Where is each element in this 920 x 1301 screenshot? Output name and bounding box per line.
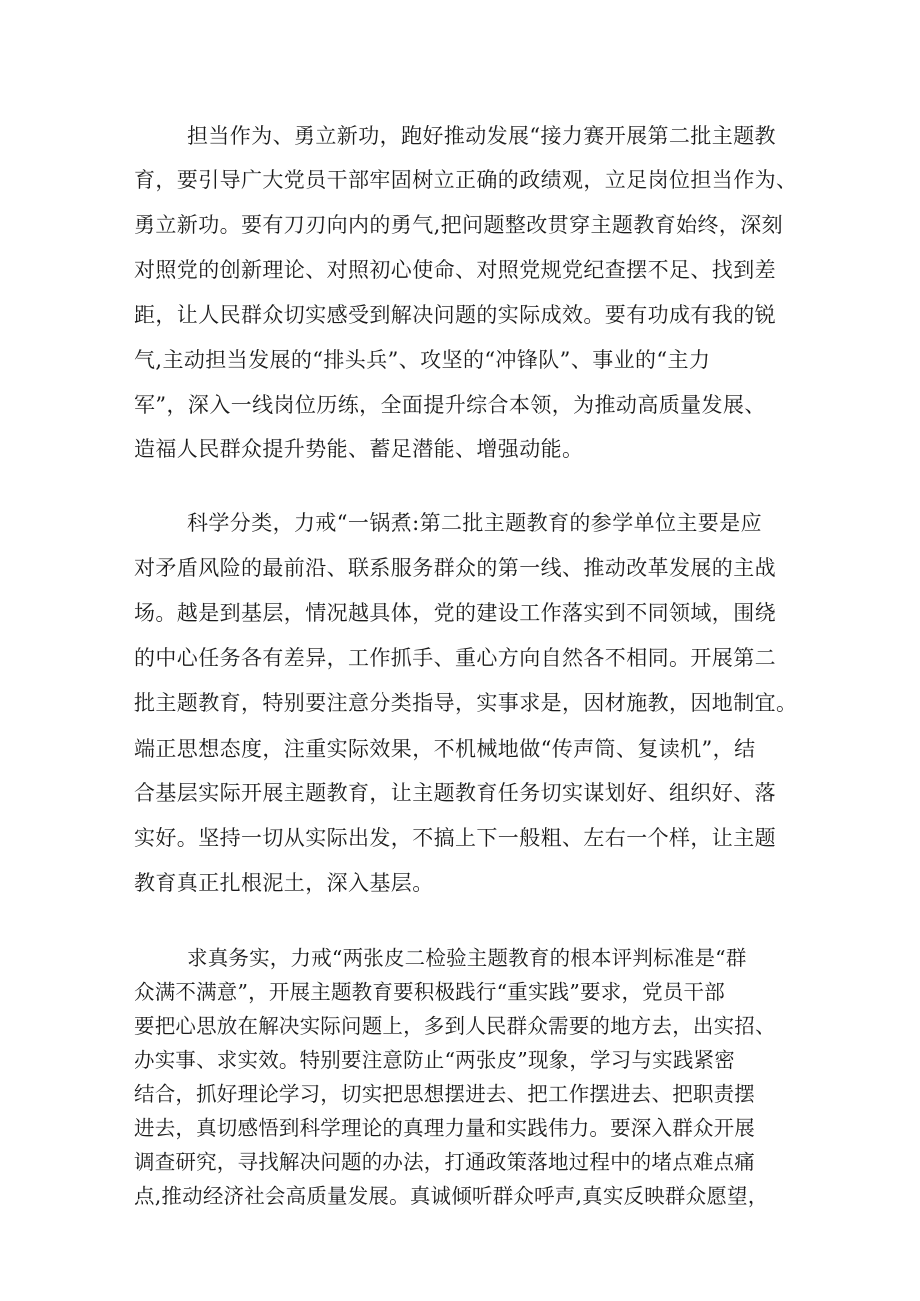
paragraph-2-line-3: 场。越是到基层，情况越具体，党的建设工作落实到不同领域，围绕	[134, 601, 776, 625]
paragraph-1-line-2: 育，要引导广大党员干部牢固树立正确的政绩观，立足岗位担当作为、	[134, 168, 798, 192]
paragraph-3-line-5: 结合，抓好理论学习，切实把思想摆进去、把工作摆进去、把职责摆	[134, 1082, 755, 1106]
paragraph-2-line-7: 合基层实际开展主题教育，让主题教育任务切实谋划好、组织好、落	[134, 781, 776, 805]
paragraph-2-line-8: 实好。坚持一切从实际出发，不搞上下一般粗、左右一个样，让主题	[134, 826, 776, 850]
paragraph-3-line-8: 点,推动经济社会高质量发展。真诚倾听群众呼声,真实反映群众愿望，	[134, 1184, 769, 1208]
paragraph-3-line-6: 进去，真切感悟到科学理论的真理力量和实践伟力。要深入群众开展	[134, 1116, 755, 1140]
paragraph-3-line-7: 调查研究，寻找解决问题的办法，打通政策落地过程中的堵点难点痛	[134, 1150, 755, 1174]
paragraph-1-line-4: 对照党的创新理论、对照初心使命、对照党规党纪查摆不足、找到差	[134, 258, 776, 282]
paragraph-2-line-1: 科学分类，力戒“一锅煮:第二批主题教育的参学单位主要是应	[187, 511, 763, 535]
paragraph-1-line-7: 军”，深入一线岗位历练，全面提升综合本领，为推动高质量发展、	[134, 393, 766, 417]
paragraph-2-line-5: 批主题教育，特别要注意分类指导，实事求是，因材施教，因地制宜。	[134, 691, 798, 715]
paragraph-3-line-1: 求真务实，力戒“两张皮二检验主题教育的根本评判标准是“群	[187, 946, 747, 970]
paragraph-2-line-4: 的中心任务各有差异，工作抓手、重心方向自然各不相同。开展第二	[134, 646, 776, 670]
paragraph-1-line-6: 气,主动担当发展的“排头兵”、攻坚的“冲锋队”、事业的“主力	[134, 348, 711, 372]
paragraph-2-line-6: 端正思想态度，注重实际效果，不机械地做“传声筒、复读机”，结	[134, 737, 756, 761]
paragraph-1-line-8: 造福人民群众提升势能、蓄足潜能、增强动能。	[134, 437, 584, 461]
paragraph-2-line-9: 教育真正扎根泥土，深入基层。	[134, 871, 434, 895]
paragraph-3-line-4: 办实事、求实效。特别要注意防止“两张皮”现象，学习与实践紧密	[134, 1048, 735, 1072]
paragraph-3-line-3: 要把心思放在解决实际问题上，多到人民群众需要的地方去，出实招、	[134, 1014, 776, 1038]
paragraph-1-line-3: 勇立新功。要有刀刃向内的勇气,把问题整改贯穿主题教育始终，深刻	[134, 213, 784, 237]
paragraph-1-line-5: 距，让人民群众切实感受到解决问题的实际成效。要有功成有我的锐	[134, 303, 776, 327]
paragraph-2-line-2: 对矛盾风险的最前沿、联系服务群众的第一线、推动改革发展的主战	[134, 556, 776, 580]
paragraph-3-line-2: 众满不满意”，开展主题教育要积极践行“重实践”要求，党员干部	[134, 980, 725, 1004]
paragraph-1-line-1: 担当作为、勇立新功，跑好推动发展“接力赛开展第二批主题教	[187, 124, 776, 148]
